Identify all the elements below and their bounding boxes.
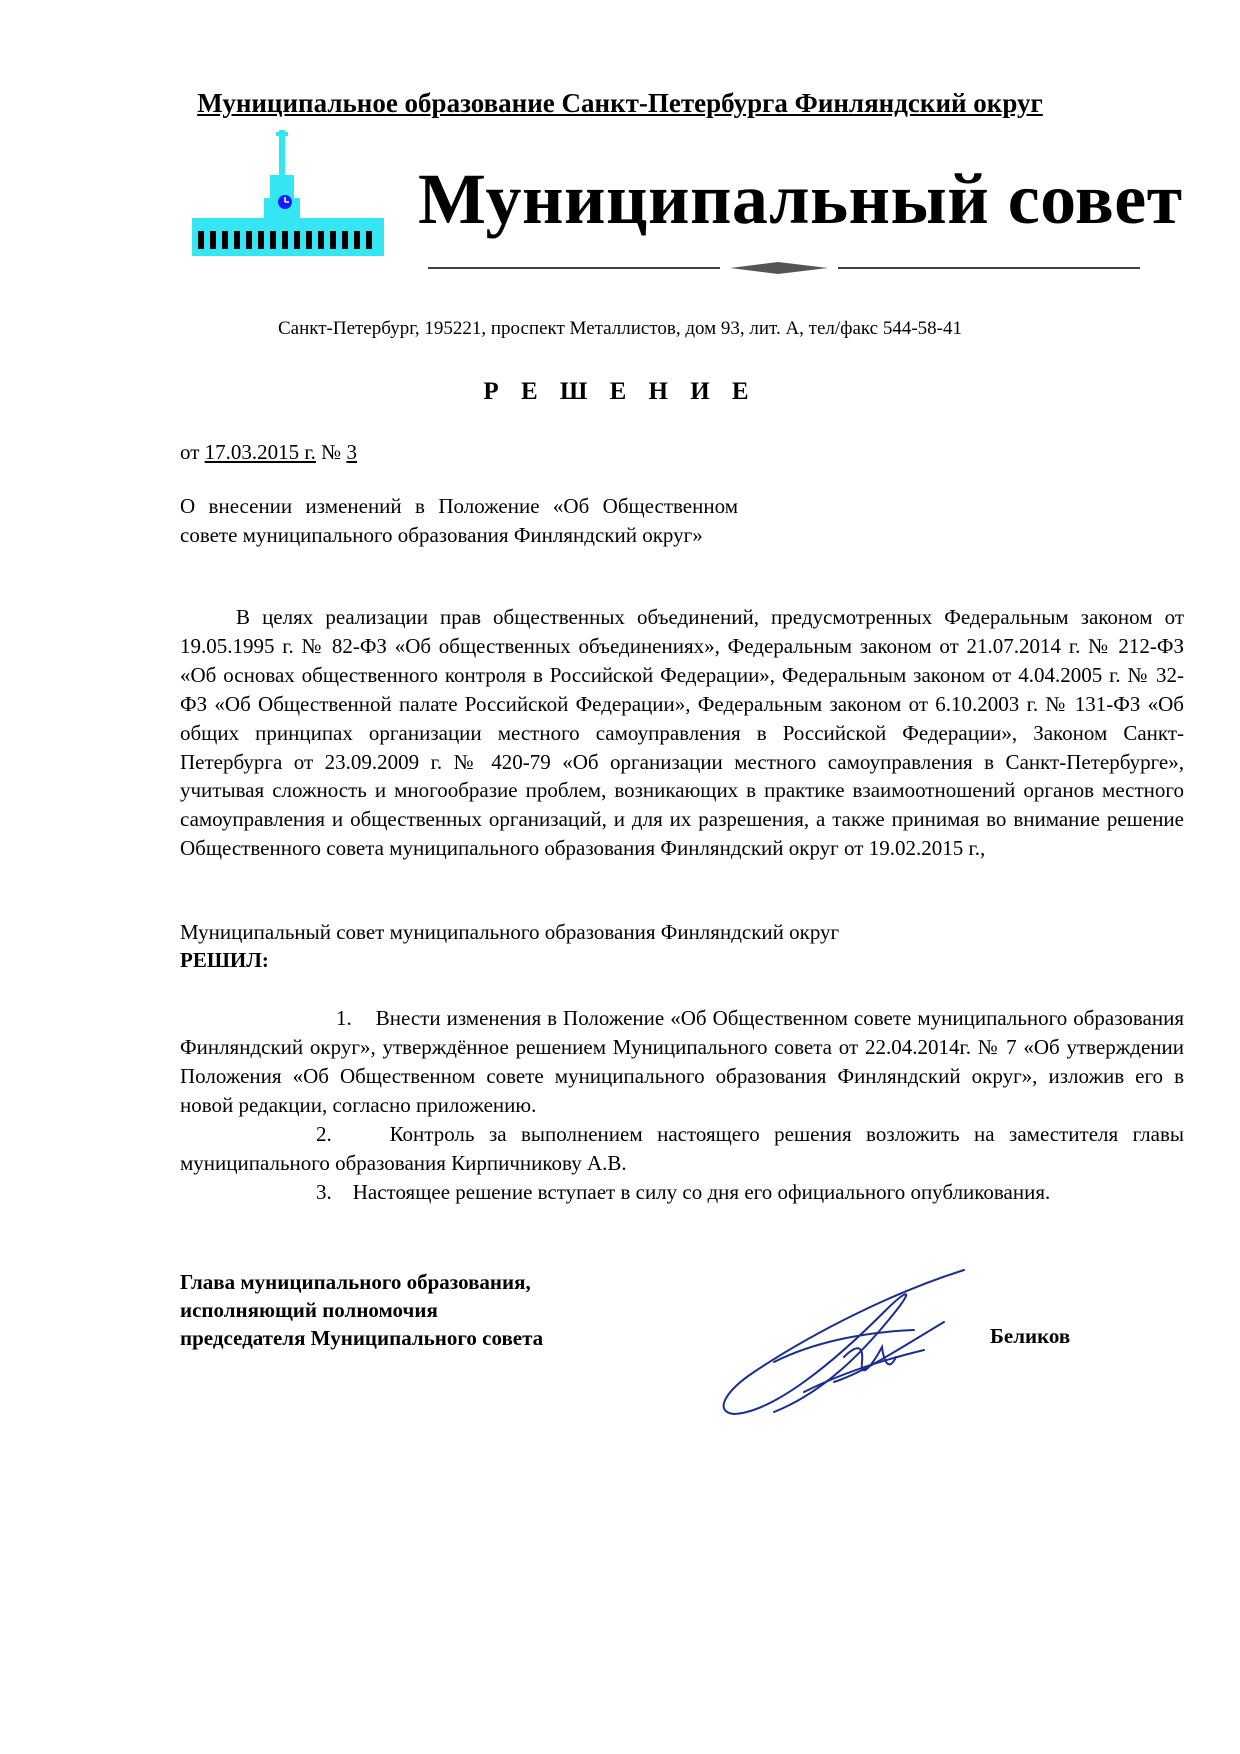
date-number-line [180,440,357,465]
signatory-name: Беликов [990,1324,1071,1348]
document-subject: О внесении изменений в Положение «Об Общественном совете муниципального образования Финляндский округ» [180,494,738,547]
item-number: 2. [316,1122,332,1146]
document-type: Р Е Ш Е Н И Е [483,378,757,405]
number-prefix: № [315,440,347,464]
item-text: Контроль за выполнением настоящего решения возложить на заместителя главы муниципального образования Кирпичникову А.В. [180,1122,1185,1175]
position-line: председателя Муниципального совета [180,1326,544,1350]
item-number: 1. [336,1006,352,1030]
council-title: Муниципальный совет [418,159,1183,239]
item-number: 3. [316,1180,332,1204]
decided-heading: РЕШИЛ: [180,948,269,972]
building-emblem-icon [192,130,392,280]
decision-item [180,1004,1184,1120]
preamble-paragraph: В целях реализации прав общественных объединений, предусмотренных Федеральным законом от 19.05.1995 г. № 82-ФЗ «Об общественных объединениях», Федеральным законом от 21.07.2014 г. № 212-ФЗ «Об основах общественного контроля в Российской Федерации», Федеральным законом от 4.04.2005 г. № 32-ФЗ «Об Общественной палате Российской Федерации», Федеральным законом от 6.10.2003 г. № 131-ФЗ «Об общих принципах организации местного самоуправления в Российской Федерации», Законом Санкт-Петербурга от 23.09.2009 г. № 420-79 «Об организации местного самоуправления в Санкт-Петербурге», учитывая сложность и многообразие проблем, возникающих в практике взаимоотношений органов местного самоуправления и общественных организаций, и для их разрешения, а также принимая во внимание решение Общественного совета муниципального образования Финляндский округ от 19.02.2015 г., [180,605,1184,861]
address-line: Санкт-Петербург, 195221, проспект Металлистов, дом 93, лит. А, тел/факс 544-58-41 [277,318,963,339]
document-number: 3 [346,440,357,464]
title-divider [428,258,1148,278]
date-prefix: от [180,440,205,464]
document-date: 17.03.2015 г. [204,440,316,464]
position-line: Глава муниципального образования, [180,1270,531,1294]
municipality-header: Муниципальное образование Санкт-Петербурга Финляндский округ [197,88,1043,118]
decision-item [180,1178,1184,1207]
position-line: исполняющий полномочия [180,1298,438,1322]
item-text: Настоящее решение вступает в силу со дня его официального опубликования. [352,1180,1051,1204]
council-line: Муниципальный совет муниципального образования Финляндский округ [180,920,840,944]
signatory-position [180,1268,543,1352]
item-text: Внести изменения в Положение «Об Общественном совете муниципального образования Финляндский округ», утверждённое решением Муниципального совета от 22.04.2014г. № 7 «Об утверждении Положения «Об Общественном совете муниципального образования Финляндский округ», изложив его в новой редакции, согласно приложению. [180,1006,1184,1117]
handwritten-signature-icon [714,1262,974,1432]
decision-item [180,1120,1184,1178]
